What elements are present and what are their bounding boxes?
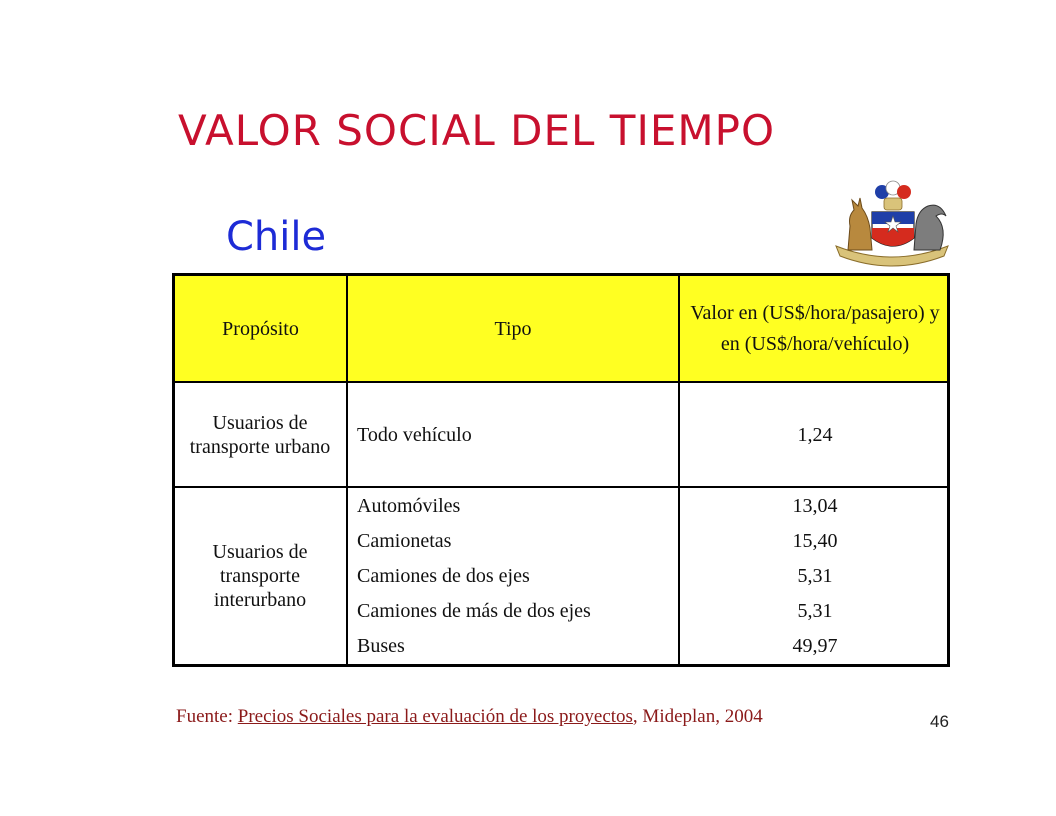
row-urban-type: Todo vehículo — [357, 423, 472, 446]
list-item: Camiones de más de dos ejes — [357, 600, 591, 622]
source-citation — [176, 706, 763, 728]
page-number: 46 — [930, 712, 949, 731]
time-value-table — [172, 273, 950, 667]
row-interurban-purpose: Usuarios de transporte interurbano — [212, 541, 308, 611]
list-item: 49,97 — [792, 635, 838, 657]
list-item: Automóviles — [357, 495, 461, 517]
header-purpose: Propósito — [222, 317, 299, 340]
slide-subtitle: Chile — [226, 214, 327, 260]
source-prefix: Fuente: — [176, 706, 238, 727]
header-value: Valor en (US$/hora/pasajero) y en (US$/hora/vehículo) — [690, 301, 940, 355]
list-item: 5,31 — [797, 565, 833, 587]
list-item: Buses — [357, 635, 405, 657]
slide-title: VALOR SOCIAL DEL TIEMPO — [178, 106, 776, 155]
row-interurban-types — [357, 488, 675, 664]
list-item: Camionetas — [357, 530, 452, 552]
source-link[interactable]: Precios Sociales para la evaluación de los proyectos — [237, 706, 633, 727]
chile-coat-of-arms-icon — [830, 176, 954, 270]
list-item: 15,40 — [792, 530, 838, 552]
source-suffix: , Mideplan, 2004 — [632, 706, 763, 727]
list-item: 5,31 — [797, 600, 833, 622]
list-item: 13,04 — [792, 495, 838, 517]
list-item: Camiones de dos ejes — [357, 565, 530, 587]
row-interurban-values — [680, 488, 950, 664]
header-type: Tipo — [494, 317, 532, 340]
row-urban-value: 1,24 — [797, 423, 833, 446]
row-urban-purpose: Usuarios de transporte urbano — [189, 411, 331, 458]
